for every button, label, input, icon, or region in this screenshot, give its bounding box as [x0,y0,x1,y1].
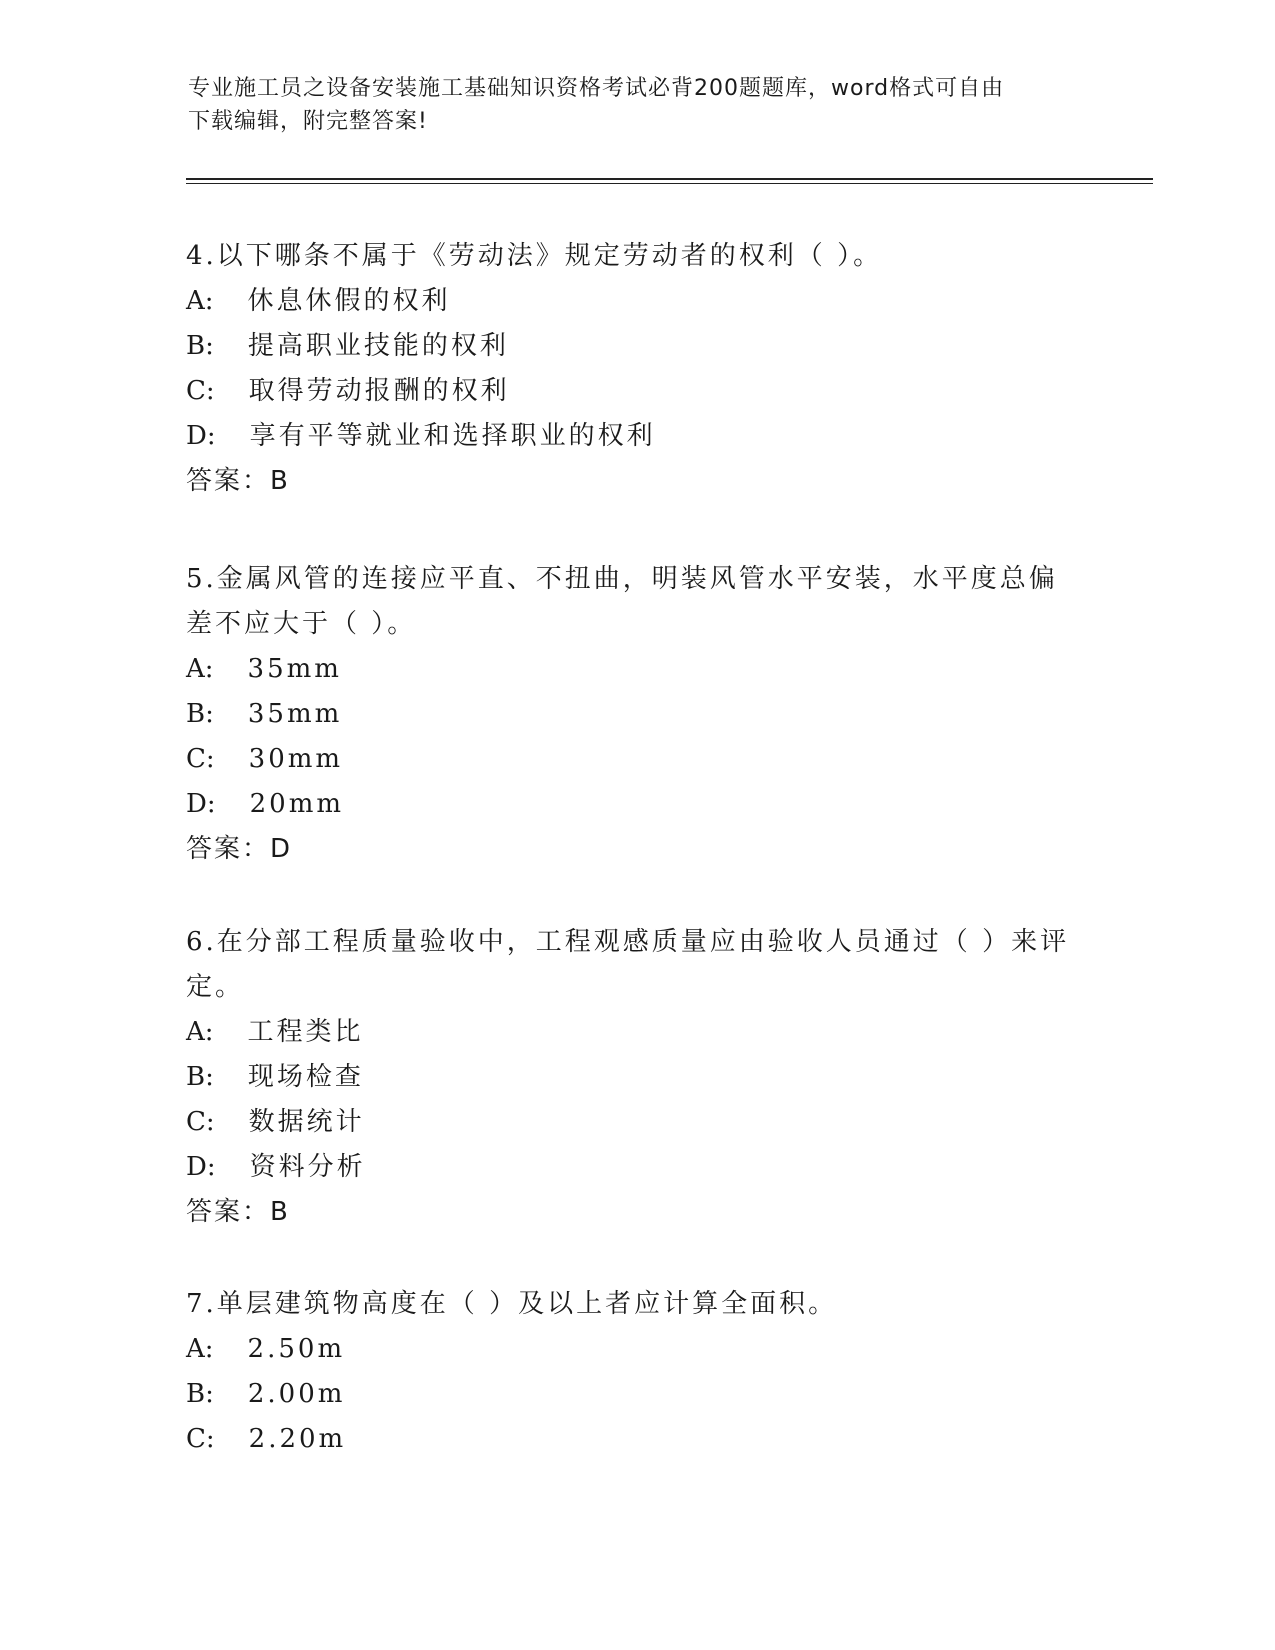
option-c [186,369,1086,414]
option-letter: B: [186,699,214,729]
option-letter: B: [186,331,214,361]
option-letter: B: [186,1062,214,1092]
document-header [188,72,1088,138]
answer-line: 答案：B [186,466,290,496]
answer-line: 答案：B [186,1197,290,1227]
header-divider-thick [186,178,1153,180]
question-stem: 5.金属风管的连接应平直、不扭曲，明装风管水平安装，水平度总偏 [186,564,1058,594]
option-text: 数据统计 [248,1107,365,1137]
option-text: 2.00m [247,1379,346,1409]
option-c [186,1417,1086,1462]
question-stem: 4.以下哪条不属于《劳动法》规定劳动者的权利（ ）。 [186,241,883,271]
option-text: 35mm [247,654,342,684]
header-divider-thin [186,183,1153,184]
question-stem-continued: 差不应大于（ ）。 [186,609,417,639]
option-text: 30mm [248,744,344,774]
header-line-2: 下载编辑，附完整答案! [188,109,428,134]
option-letter: C: [186,376,215,406]
option-b [186,692,1086,737]
option-c [186,1100,1086,1145]
question-stem: 7.单层建筑物高度在（ ）及以上者应计算全面积。 [186,1289,838,1319]
option-text: 工程类比 [247,1017,364,1047]
option-letter: A: [186,286,214,316]
question-block [186,557,1086,872]
option-a [186,647,1086,692]
option-letter: A: [186,654,214,684]
option-letter: C: [186,1424,215,1454]
option-a [186,1010,1086,1055]
option-b [186,1055,1086,1100]
option-text: 提高职业技能的权利 [247,331,509,361]
question-stem: 6.在分部工程质量验收中，工程观感质量应由验收人员通过（ ）来评 [186,927,1070,957]
question-block [186,920,1086,1235]
option-text: 取得劳动报酬的权利 [248,376,510,406]
option-text: 休息休假的权利 [247,286,451,316]
option-text: 2.20m [248,1424,347,1454]
option-letter: D: [186,789,216,819]
option-b [186,1372,1086,1417]
question-block [186,1282,1086,1462]
option-text: 享有平等就业和选择职业的权利 [249,421,656,451]
option-b [186,324,1086,369]
option-letter: C: [186,744,215,774]
option-letter: A: [186,1017,214,1047]
option-letter: B: [186,1379,214,1409]
option-text: 现场检查 [247,1062,364,1092]
option-d [186,414,1086,459]
option-d [186,782,1086,827]
question-stem-continued: 定。 [186,972,245,1002]
option-a [186,279,1086,324]
option-c [186,737,1086,782]
option-letter: C: [186,1107,215,1137]
answer-line: 答案：D [186,834,293,864]
option-letter: A: [186,1334,214,1364]
option-d [186,1145,1086,1190]
header-line-1: 专业施工员之设备安装施工基础知识资格考试必背200题题库，word格式可自由 [188,76,1005,101]
option-text: 2.50m [247,1334,346,1364]
option-a [186,1327,1086,1372]
option-letter: D: [186,1152,216,1182]
option-text: 20mm [249,789,345,819]
option-text: 35mm [247,699,343,729]
question-block [186,234,1086,504]
option-letter: D: [186,421,216,451]
option-text: 资料分析 [249,1152,366,1182]
